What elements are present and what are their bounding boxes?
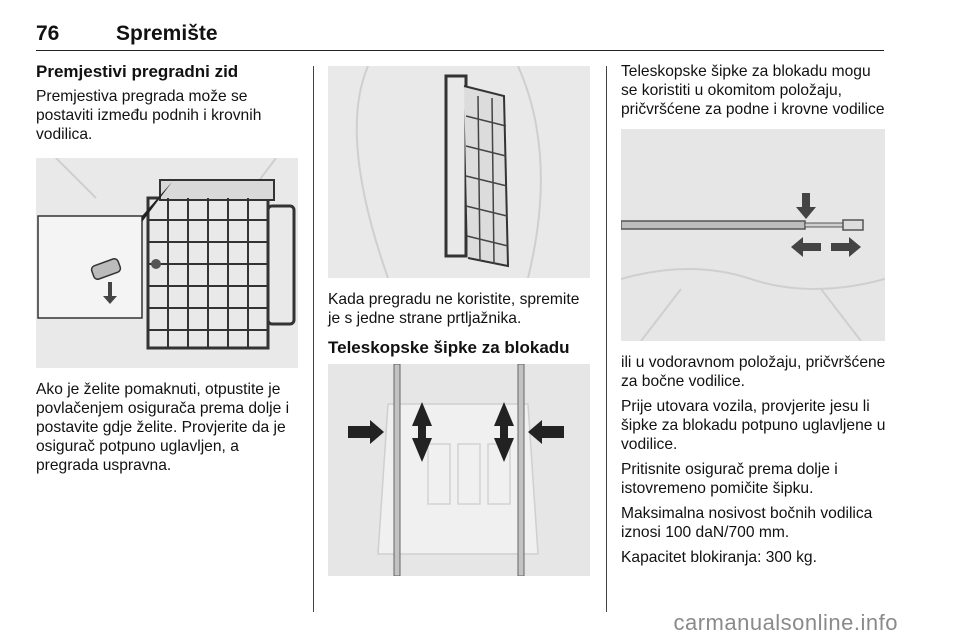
blocking-capacity-text: Kapacitet blokiranja: 300 kg. xyxy=(621,549,817,566)
chapter-title: Spremište xyxy=(116,22,218,45)
horizontal-position-text: ili u vodoravnom položaju, pričvršćene za bočne vodilice. xyxy=(621,354,886,390)
page-number: 76 xyxy=(36,22,60,45)
column-1 xyxy=(36,62,300,481)
watermark: carmanualsonline.info xyxy=(673,610,898,635)
header-rule xyxy=(36,50,884,51)
load-capacity-text: Maksimalna nosivost bočnih vodilica iznosi 100 daN/700 mm. xyxy=(621,505,873,541)
column-divider-1 xyxy=(313,66,314,612)
horizontal-bar-illustration xyxy=(621,129,885,341)
partition-storage-figure xyxy=(328,66,590,278)
vertical-bars-illustration xyxy=(328,364,590,576)
section-heading-bars: Teleskopske šipke za blokadu xyxy=(328,338,570,357)
column-divider-2 xyxy=(606,66,607,612)
page-header xyxy=(36,22,884,52)
press-text: Pritisnite osigurač prema dolje i istovremeno pomičite šipku. xyxy=(621,461,838,497)
partition-intro-text: Premjestiva pregrada može se postaviti između podnih i krovnih vodilica. xyxy=(36,88,262,143)
column-3 xyxy=(621,62,889,573)
vertical-bars-figure xyxy=(328,364,590,576)
partition-instructions-text: Ako je želite pomaknuti, otpustite je povlačenjem osigurača prema dolje i postavite gdje želite. Provjerite da je osigurač potpuno uglavljen, a pregrada uspravna. xyxy=(36,381,290,474)
partition-illustration xyxy=(36,158,298,368)
check-text: Prije utovara vozila, provjerite jesu li šipke za blokadu potpuno uglavljene u vodilice. xyxy=(621,398,886,453)
vertical-position-text: Teleskopske šipke za blokadu mogu se koristiti u okomitom položaju, pričvršćene za podne i krovne vodilice xyxy=(621,63,885,118)
column-2 xyxy=(328,62,592,576)
section-heading-partition: Premjestivi pregradni zid xyxy=(36,62,239,81)
horizontal-bar-figure xyxy=(621,129,885,341)
storage-text: Kada pregradu ne koristite, spremite je s jedne strane prtljažnika. xyxy=(328,291,580,327)
partition-figure xyxy=(36,158,298,368)
partition-storage-illustration xyxy=(328,66,590,278)
